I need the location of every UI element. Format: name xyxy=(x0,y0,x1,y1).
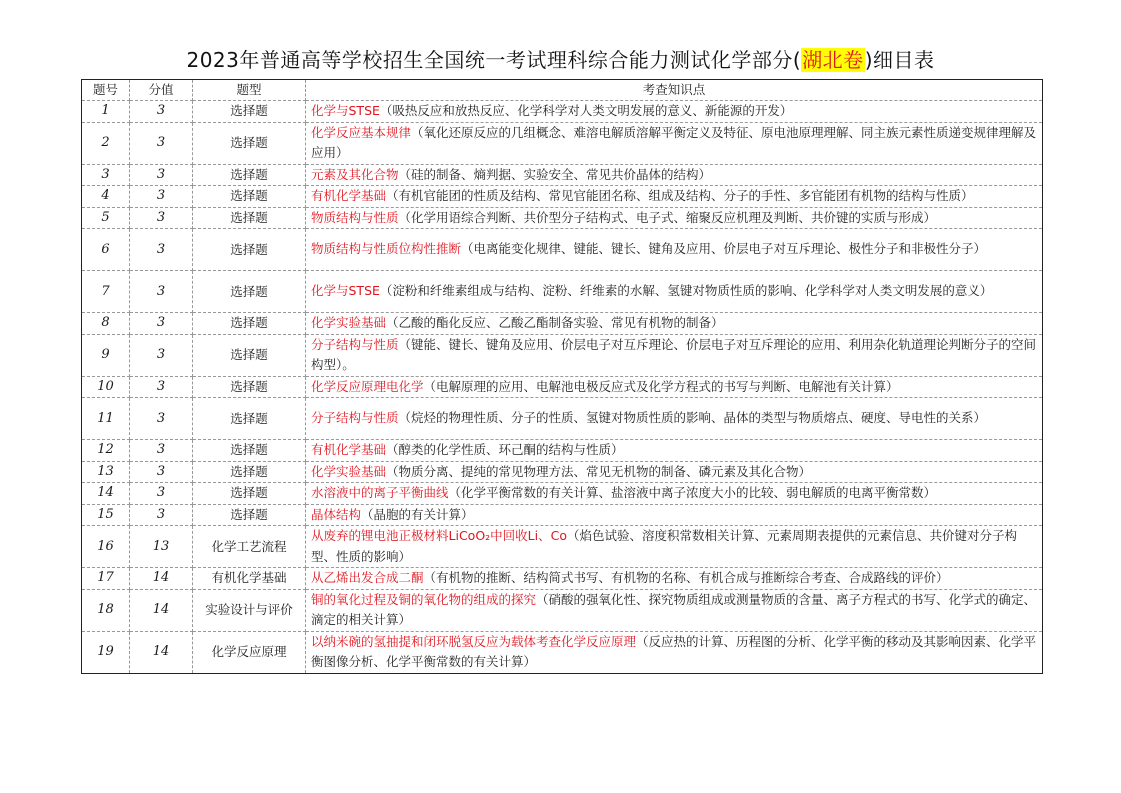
question-number: 3 xyxy=(82,164,130,186)
question-number: 9 xyxy=(82,334,130,376)
question-score: 14 xyxy=(130,631,193,673)
question-type: 选择题 xyxy=(193,207,306,229)
question-type: 选择题 xyxy=(193,483,306,505)
knowledge-points xyxy=(306,440,1043,462)
topic-detail: （有机官能团的性质及结构、常见官能团名称、组成及结构、分子的手性、多官能团有机物的结构与性质） xyxy=(386,188,974,203)
knowledge-points xyxy=(306,376,1043,398)
table-row xyxy=(82,229,1043,271)
topic-label: 有机化学基础 xyxy=(311,188,387,203)
question-type: 选择题 xyxy=(193,229,306,271)
topic-label: 晶体结构 xyxy=(311,506,362,522)
question-score: 14 xyxy=(130,589,193,631)
question-number: 12 xyxy=(82,440,130,462)
question-type: 选择题 xyxy=(193,440,306,462)
topic-detail: （电离能变化规律、键能、键长、键角及应用、价层电子对互斥理论、极性分子和非极性分子） xyxy=(461,241,987,257)
knowledge-points xyxy=(306,526,1043,568)
knowledge-points xyxy=(306,271,1043,313)
knowledge-points xyxy=(306,334,1043,376)
topic-detail: （硅的制备、熵判据、实验安全、常见共价晶体的结构） xyxy=(398,166,712,182)
topic-label: 有机化学基础 xyxy=(311,442,387,457)
topic-detail: （乙酸的酯化反应、乙酸乙酯制备实验、常见有机物的制备） xyxy=(386,315,724,330)
table-row xyxy=(82,631,1043,673)
topic-label: 化学实验基础 xyxy=(311,315,387,330)
topic-label: 分子结构与性质 xyxy=(311,336,399,352)
topic-detail: （化学用语综合判断、共价型分子结构式、电子式、缩聚反应机理及判断、共价键的实质与形成） xyxy=(398,209,937,225)
header-score: 分值 xyxy=(130,80,193,101)
topic-detail: （淀粉和纤维素组成与结构、淀粉、纤维素的水解、氢键对物质性质的影响、化学科学对人类文明发展的意义） xyxy=(379,283,993,299)
question-score: 3 xyxy=(130,229,193,271)
topic-label: 化学实验基础 xyxy=(311,463,387,479)
table-row xyxy=(82,461,1043,483)
question-type: 选择题 xyxy=(193,186,306,208)
question-type: 选择题 xyxy=(193,313,306,335)
question-score: 3 xyxy=(130,186,193,208)
question-score: 3 xyxy=(130,398,193,440)
table-row xyxy=(82,568,1043,590)
question-number: 14 xyxy=(82,483,130,505)
question-type: 选择题 xyxy=(193,461,306,483)
question-score: 3 xyxy=(130,440,193,462)
topic-detail: （焰色试验、溶度积常数相关计算、元素周期表提供的元素信息、共价键对分子构型、性质的影响） xyxy=(311,528,1017,564)
question-number: 19 xyxy=(82,631,130,673)
topic-label: 从乙烯出发合成二酮 xyxy=(311,570,424,585)
question-score: 3 xyxy=(130,164,193,186)
topic-detail: （氧化还原反应的几组概念、难溶电解质溶解平衡定义及特征、原电池原理理解、同主族元素性质递变规律理解及应用） xyxy=(311,124,1037,160)
knowledge-points xyxy=(306,101,1043,123)
table-row xyxy=(82,186,1043,208)
knowledge-points xyxy=(306,186,1043,208)
question-number: 5 xyxy=(82,207,130,229)
table-row xyxy=(82,271,1043,313)
question-score: 3 xyxy=(130,483,193,505)
question-score: 13 xyxy=(130,526,193,568)
table-row xyxy=(82,440,1043,462)
page-title xyxy=(0,44,1121,73)
title-suffix: )细目表 xyxy=(864,48,935,72)
title-prefix: 2023年普通高等学校招生全国统一考试理科综合能力测试化学部分( xyxy=(186,48,802,72)
topic-detail: （有机物的推断、结构简式书写、有机物的名称、有机合成与推断综合考查、合成路线的评价） xyxy=(423,570,949,585)
table-row xyxy=(82,207,1043,229)
table-row xyxy=(82,526,1043,568)
knowledge-points xyxy=(306,631,1043,673)
table-row xyxy=(82,589,1043,631)
knowledge-points xyxy=(306,122,1043,164)
knowledge-points xyxy=(306,207,1043,229)
table-row xyxy=(82,164,1043,186)
table-row xyxy=(82,101,1043,123)
question-number: 7 xyxy=(82,271,130,313)
header-knowledge-points: 考查知识点 xyxy=(306,80,1043,101)
knowledge-points xyxy=(306,568,1043,590)
table-header-row xyxy=(82,80,1043,101)
question-type: 化学工艺流程 xyxy=(193,526,306,568)
knowledge-points xyxy=(306,229,1043,271)
table-row xyxy=(82,376,1043,398)
table-row xyxy=(82,483,1043,505)
knowledge-points xyxy=(306,461,1043,483)
question-score: 14 xyxy=(130,568,193,590)
topic-label: 化学反应基本规律 xyxy=(311,124,412,140)
question-type: 选择题 xyxy=(193,164,306,186)
topic-detail: （烷烃的物理性质、分子的性质、氢键对物质性质的影响、晶体的类型与物质熔点、硬度、导电性的关系） xyxy=(398,410,987,426)
question-score: 3 xyxy=(130,271,193,313)
question-type: 选择题 xyxy=(193,376,306,398)
knowledge-points xyxy=(306,398,1043,440)
question-number: 8 xyxy=(82,313,130,335)
topic-detail: （键能、键长、键角及应用、价层电子对互斥理论、价层电子对互斥理论的应用、利用杂化轨道理论判断分子的空间构型）。 xyxy=(311,336,1037,372)
header-question-type: 题型 xyxy=(193,80,306,101)
topic-detail: （硝酸的强氧化性、探究物质组成或测量物质的含量、离子方程式的书写、化学式的确定、滴定的相关计算） xyxy=(311,591,1037,627)
topic-label: 水溶液中的离子平衡曲线 xyxy=(311,485,449,500)
spec-table xyxy=(81,79,1043,674)
question-score: 3 xyxy=(130,122,193,164)
table-row xyxy=(82,504,1043,526)
topic-label: 从废弃的锂电池正极材料LiCoO₂中回收Li、Co xyxy=(311,528,567,543)
topic-label: 元素及其化合物 xyxy=(311,166,399,182)
topic-label: 以纳米碗的氢抽提和闭环脱氢反应为载体考查化学反应原理 xyxy=(311,633,637,649)
question-type: 实验设计与评价 xyxy=(193,589,306,631)
topic-label: 分子结构与性质 xyxy=(311,410,399,426)
question-number: 4 xyxy=(82,186,130,208)
topic-label: 铜的氧化过程及铜的氧化物的组成的探究 xyxy=(311,591,537,607)
topic-detail: （物质分离、提纯的常见物理方法、常见无机物的制备、磷元素及其化合物） xyxy=(386,463,812,479)
question-score: 3 xyxy=(130,376,193,398)
question-number: 17 xyxy=(82,568,130,590)
question-type: 选择题 xyxy=(193,504,306,526)
question-number: 15 xyxy=(82,504,130,526)
knowledge-points xyxy=(306,589,1043,631)
question-number: 6 xyxy=(82,229,130,271)
table-body xyxy=(82,101,1043,674)
question-type: 有机化学基础 xyxy=(193,568,306,590)
knowledge-points xyxy=(306,483,1043,505)
topic-label: 物质结构与性质 xyxy=(311,209,399,225)
question-number: 18 xyxy=(82,589,130,631)
question-type: 选择题 xyxy=(193,101,306,123)
question-number: 13 xyxy=(82,461,130,483)
question-number: 10 xyxy=(82,376,130,398)
topic-detail: （晶胞的有关计算） xyxy=(361,506,474,522)
question-type: 选择题 xyxy=(193,334,306,376)
table-row xyxy=(82,398,1043,440)
question-score: 3 xyxy=(130,334,193,376)
topic-detail: （电解原理的应用、电解池电极反应式及化学方程式的书写与判断、电解池有关计算） xyxy=(423,378,899,394)
topic-detail: （化学平衡常数的有关计算、盐溶液中离子浓度大小的比较、弱电解质的电离平衡常数） xyxy=(448,485,937,500)
question-number: 2 xyxy=(82,122,130,164)
question-score: 3 xyxy=(130,313,193,335)
topic-label: 物质结构与性质位构性推断 xyxy=(311,241,462,257)
question-type: 选择题 xyxy=(193,398,306,440)
header-question-number: 题号 xyxy=(82,80,130,101)
topic-detail: （反应热的计算、历程图的分析、化学平衡的移动及其影响因素、化学平衡图像分析、化学平衡常数的有关计算） xyxy=(311,633,1037,669)
question-score: 3 xyxy=(130,101,193,123)
topic-label: 化学反应原理电化学 xyxy=(311,378,424,394)
knowledge-points xyxy=(306,504,1043,526)
knowledge-points xyxy=(306,164,1043,186)
question-score: 3 xyxy=(130,504,193,526)
topic-detail: （醇类的化学性质、环己酮的结构与性质） xyxy=(386,442,624,457)
table-row xyxy=(82,334,1043,376)
table-row xyxy=(82,122,1043,164)
question-type: 选择题 xyxy=(193,271,306,313)
question-score: 3 xyxy=(130,207,193,229)
topic-label: 化学与STSE xyxy=(311,103,380,118)
topic-label: 化学与STSE xyxy=(311,283,380,299)
question-type: 化学反应原理 xyxy=(193,631,306,673)
question-number: 1 xyxy=(82,101,130,123)
title-highlight: 湖北卷 xyxy=(802,48,864,72)
knowledge-points xyxy=(306,313,1043,335)
question-number: 16 xyxy=(82,526,130,568)
topic-detail: （吸热反应和放热反应、化学科学对人类文明发展的意义、新能源的开发） xyxy=(379,103,793,118)
question-score: 3 xyxy=(130,461,193,483)
question-type: 选择题 xyxy=(193,122,306,164)
table-row xyxy=(82,313,1043,335)
question-number: 11 xyxy=(82,398,130,440)
